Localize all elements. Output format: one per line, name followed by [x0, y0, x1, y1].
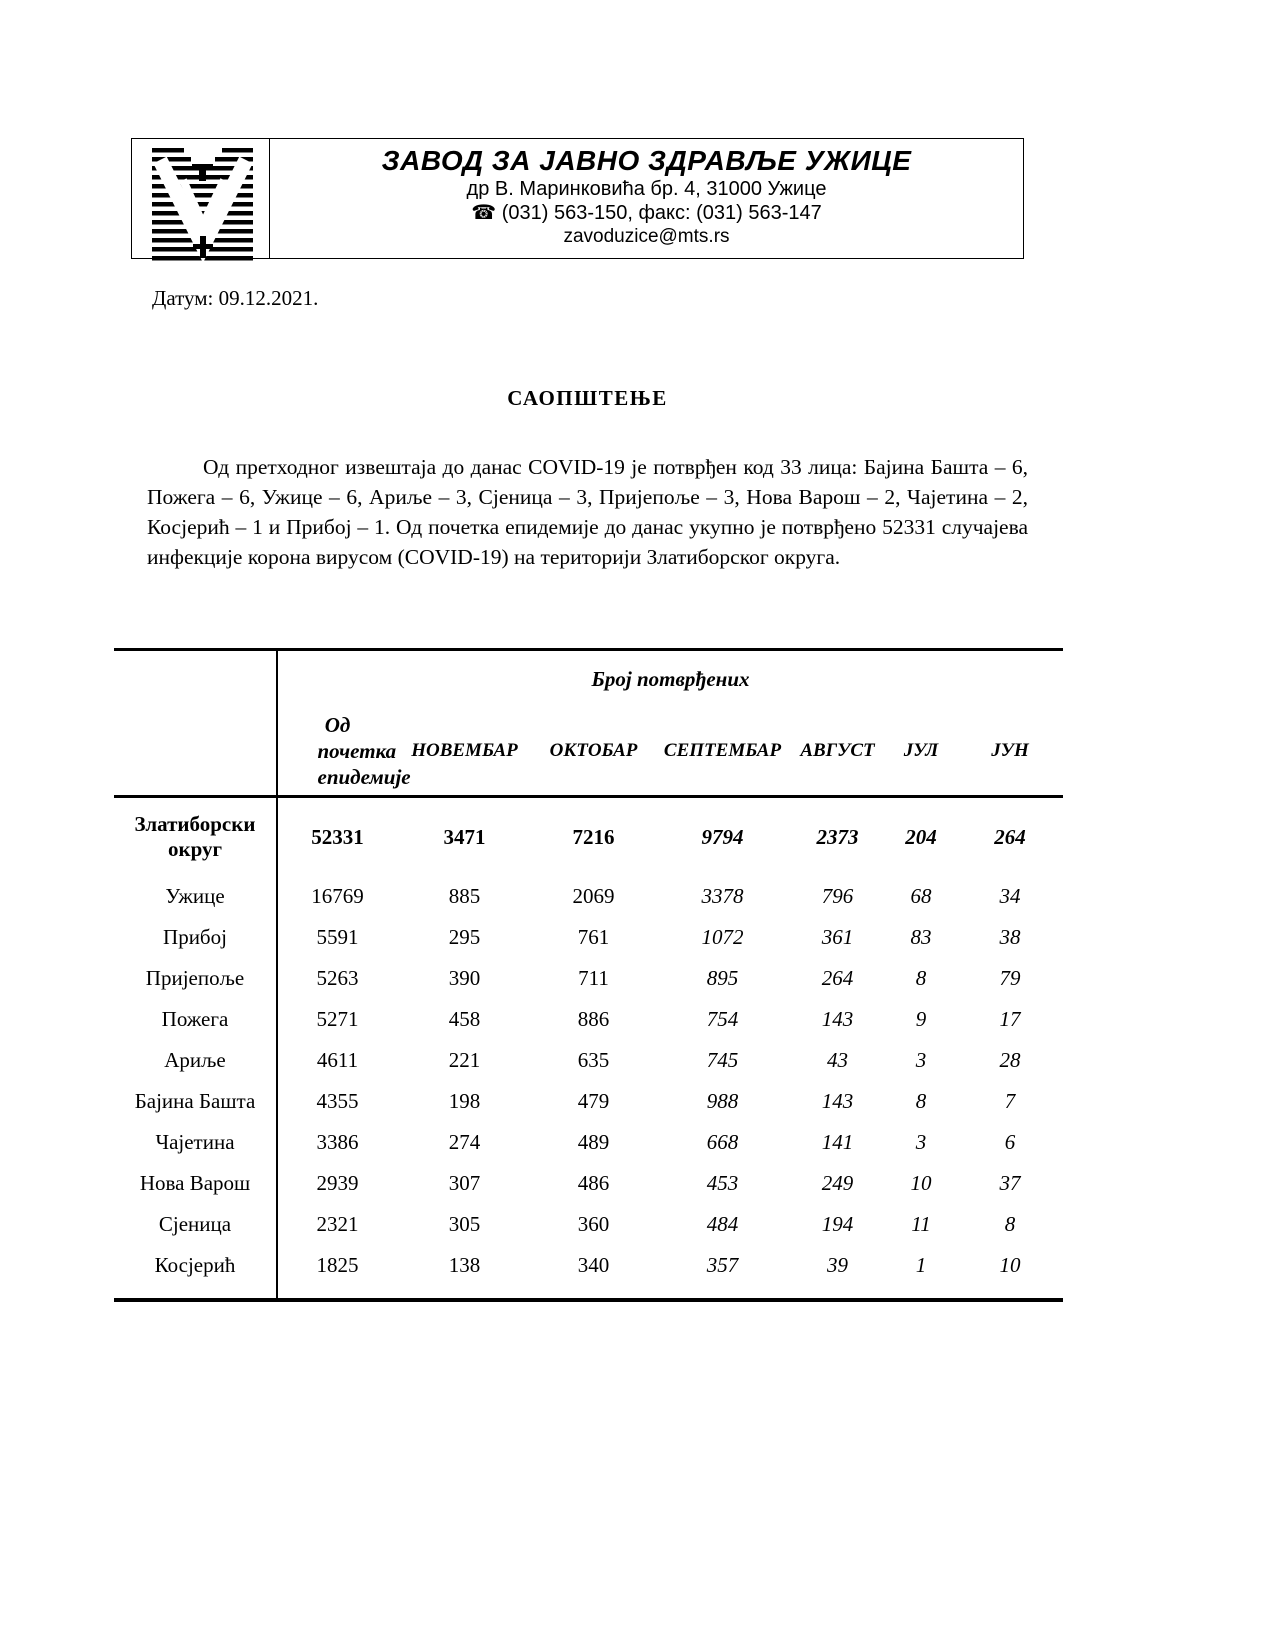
- cell-value: 486: [577, 1171, 610, 1195]
- row-name: Чајетина: [114, 1122, 277, 1163]
- cell-value: 10: [999, 1253, 1021, 1277]
- col-header-november: НОВЕМБАР: [397, 707, 532, 797]
- cell-value: 3: [915, 1130, 927, 1154]
- cell-value: 360: [577, 1212, 610, 1236]
- cell-value: 8: [1004, 1212, 1016, 1236]
- cell-value: 38: [999, 925, 1021, 949]
- cell-value: 198: [448, 1089, 481, 1113]
- table-row: [114, 999, 1063, 1040]
- org-phone: (031) 563-150, факс: (031) 563-147: [501, 202, 822, 224]
- cell-value: 6: [1004, 1130, 1016, 1154]
- body-paragraph: Од претходног извештаја до данас COVID-19 је потврђен код 33 лица: Бајина Башта – 6, Пожега – 6, Ужице – 6, Ариље – 3, Сјеница – 3, Пријепоље – 3, Нова Варош – 2, Чајетина – 2, Косјерић – 1 и Прибој – 1. Од почетка епидемије до данас укупно је потврђено 52331 случајева инфекције корона вирусом (COVID-19) на територији Златиборског округа.: [147, 455, 1028, 569]
- org-name: ЗАВОД ЗА ЈАВНО ЗДРАВЉЕ УЖИЦЕ: [381, 145, 912, 176]
- cell-value: 7: [1004, 1089, 1016, 1113]
- col-header-september: СЕПТЕМБАР: [655, 707, 790, 797]
- cell-value: 4355: [316, 1089, 359, 1113]
- row-name: Бајина Башта: [114, 1081, 277, 1122]
- table-row: [114, 1245, 1063, 1300]
- cell-value: 3386: [316, 1130, 359, 1154]
- confirmed-cases-table: [114, 648, 1063, 1302]
- cell-value: 5263: [316, 966, 359, 990]
- cell-value: 37: [999, 1171, 1021, 1195]
- row-name: Прибој: [114, 917, 277, 958]
- cell-value: 5591: [316, 925, 359, 949]
- cell-value: 761: [577, 925, 610, 949]
- cell-value: 295: [448, 925, 481, 949]
- cell-value: 886: [577, 1007, 610, 1031]
- cell-value: 885: [448, 884, 481, 908]
- cell-value: 39: [827, 1253, 848, 1277]
- row-name: Златиборски округ: [114, 797, 277, 877]
- cell-value: 2939: [316, 1171, 359, 1195]
- cell-value: 8: [915, 966, 927, 990]
- cell-value: 79: [999, 966, 1021, 990]
- cell-value: 711: [578, 966, 609, 990]
- cell-value: 10: [910, 1171, 932, 1195]
- cell-value: 264: [821, 966, 854, 990]
- cell-value: 3471: [443, 824, 486, 849]
- row-name: Ужице: [114, 876, 277, 917]
- cell-value: 484: [706, 1212, 739, 1236]
- cell-value: 4611: [316, 1048, 359, 1072]
- cell-value: 754: [706, 1007, 739, 1031]
- cell-value: 9794: [701, 824, 744, 849]
- cell-value: 307: [448, 1171, 481, 1195]
- cell-value: 249: [821, 1171, 854, 1195]
- cell-value: 83: [910, 925, 932, 949]
- row-name: Пожега: [114, 999, 277, 1040]
- col-header-june: ЈУН: [957, 707, 1063, 797]
- table-row: [114, 917, 1063, 958]
- cell-value: 635: [577, 1048, 610, 1072]
- table-row: [114, 1163, 1063, 1204]
- cell-value: 340: [577, 1253, 610, 1277]
- cell-value: 1825: [316, 1253, 359, 1277]
- col-header-august: АВГУСТ: [790, 707, 885, 797]
- cell-value: 274: [448, 1130, 481, 1154]
- cell-value: 1072: [701, 925, 744, 949]
- cell-value: 221: [448, 1048, 481, 1072]
- cell-value: 305: [448, 1212, 481, 1236]
- cell-value: 2373: [816, 824, 859, 849]
- cell-value: 17: [999, 1007, 1021, 1031]
- cell-value: 204: [905, 824, 937, 849]
- date-line: Датум: 09.12.2021.: [152, 286, 319, 310]
- table-group-header-row: [114, 650, 1063, 708]
- table-row: [114, 1204, 1063, 1245]
- cell-value: 745: [706, 1048, 739, 1072]
- institute-logo-icon: [150, 248, 255, 265]
- org-phone-line: [270, 201, 1023, 225]
- cell-value: 138: [448, 1253, 481, 1277]
- cell-value: 264: [994, 824, 1026, 849]
- cell-value: 988: [706, 1089, 739, 1113]
- cell-value: 1: [915, 1253, 927, 1277]
- cell-value: 361: [821, 925, 854, 949]
- cell-value: 11: [911, 1212, 931, 1236]
- group-header: Број потврђених: [591, 666, 750, 691]
- row-name: Нова Варош: [114, 1163, 277, 1204]
- cell-value: 458: [448, 1007, 481, 1031]
- cell-value: 143: [821, 1007, 854, 1031]
- cell-value: 357: [706, 1253, 739, 1277]
- cell-value: 895: [706, 966, 739, 990]
- table-row-total: [114, 797, 1063, 877]
- cell-value: 796: [821, 884, 854, 908]
- org-email: zavoduzice@mts.rs: [563, 226, 730, 247]
- cell-value: 68: [910, 884, 932, 908]
- cell-value: 479: [577, 1089, 610, 1113]
- cell-value: 3378: [701, 884, 744, 908]
- cell-value: 7216: [572, 824, 615, 849]
- cell-value: 8: [915, 1089, 927, 1113]
- col-header-epidemic-start: Од почетка епидемије: [277, 707, 397, 797]
- empty-corner-cell: [114, 707, 277, 797]
- cell-value: 52331: [311, 824, 364, 849]
- table-row: [114, 1122, 1063, 1163]
- table-row: [114, 1081, 1063, 1122]
- cell-value: 489: [577, 1130, 610, 1154]
- logo-cell: [132, 139, 270, 258]
- row-name: Косјерић: [114, 1245, 277, 1300]
- phone-icon: ☎: [471, 202, 497, 224]
- document-title: САОПШТЕЊЕ: [507, 386, 668, 410]
- cell-value: 43: [827, 1048, 848, 1072]
- cell-value: 9: [915, 1007, 927, 1031]
- table-row: [114, 1040, 1063, 1081]
- table-row: [114, 958, 1063, 999]
- cell-value: 3: [915, 1048, 927, 1072]
- cell-value: 34: [999, 884, 1021, 908]
- empty-corner-cell: [114, 650, 277, 708]
- org-address: др В. Маринковића бр. 4, 31000 Ужице: [466, 178, 827, 200]
- table-column-header-row: [114, 707, 1063, 797]
- cell-value: 668: [706, 1130, 739, 1154]
- row-name: Ариље: [114, 1040, 277, 1081]
- row-name: Пријепоље: [114, 958, 277, 999]
- letterhead-text: [270, 139, 1023, 258]
- cell-value: 16769: [311, 884, 364, 908]
- cell-value: 453: [706, 1171, 739, 1195]
- cell-value: 28: [999, 1048, 1021, 1072]
- col-header-july: ЈУЛ: [885, 707, 957, 797]
- cell-value: 390: [448, 966, 481, 990]
- cell-value: 5271: [316, 1007, 359, 1031]
- cell-value: 194: [821, 1212, 854, 1236]
- col-header-october: ОКТОБАР: [532, 707, 655, 797]
- cell-value: 2321: [316, 1212, 359, 1236]
- row-name: Сјеница: [114, 1204, 277, 1245]
- cell-value: 141: [821, 1130, 854, 1154]
- table-row: [114, 876, 1063, 917]
- cell-value: 2069: [572, 884, 615, 908]
- letterhead: [131, 138, 1024, 259]
- cell-value: 143: [821, 1089, 854, 1113]
